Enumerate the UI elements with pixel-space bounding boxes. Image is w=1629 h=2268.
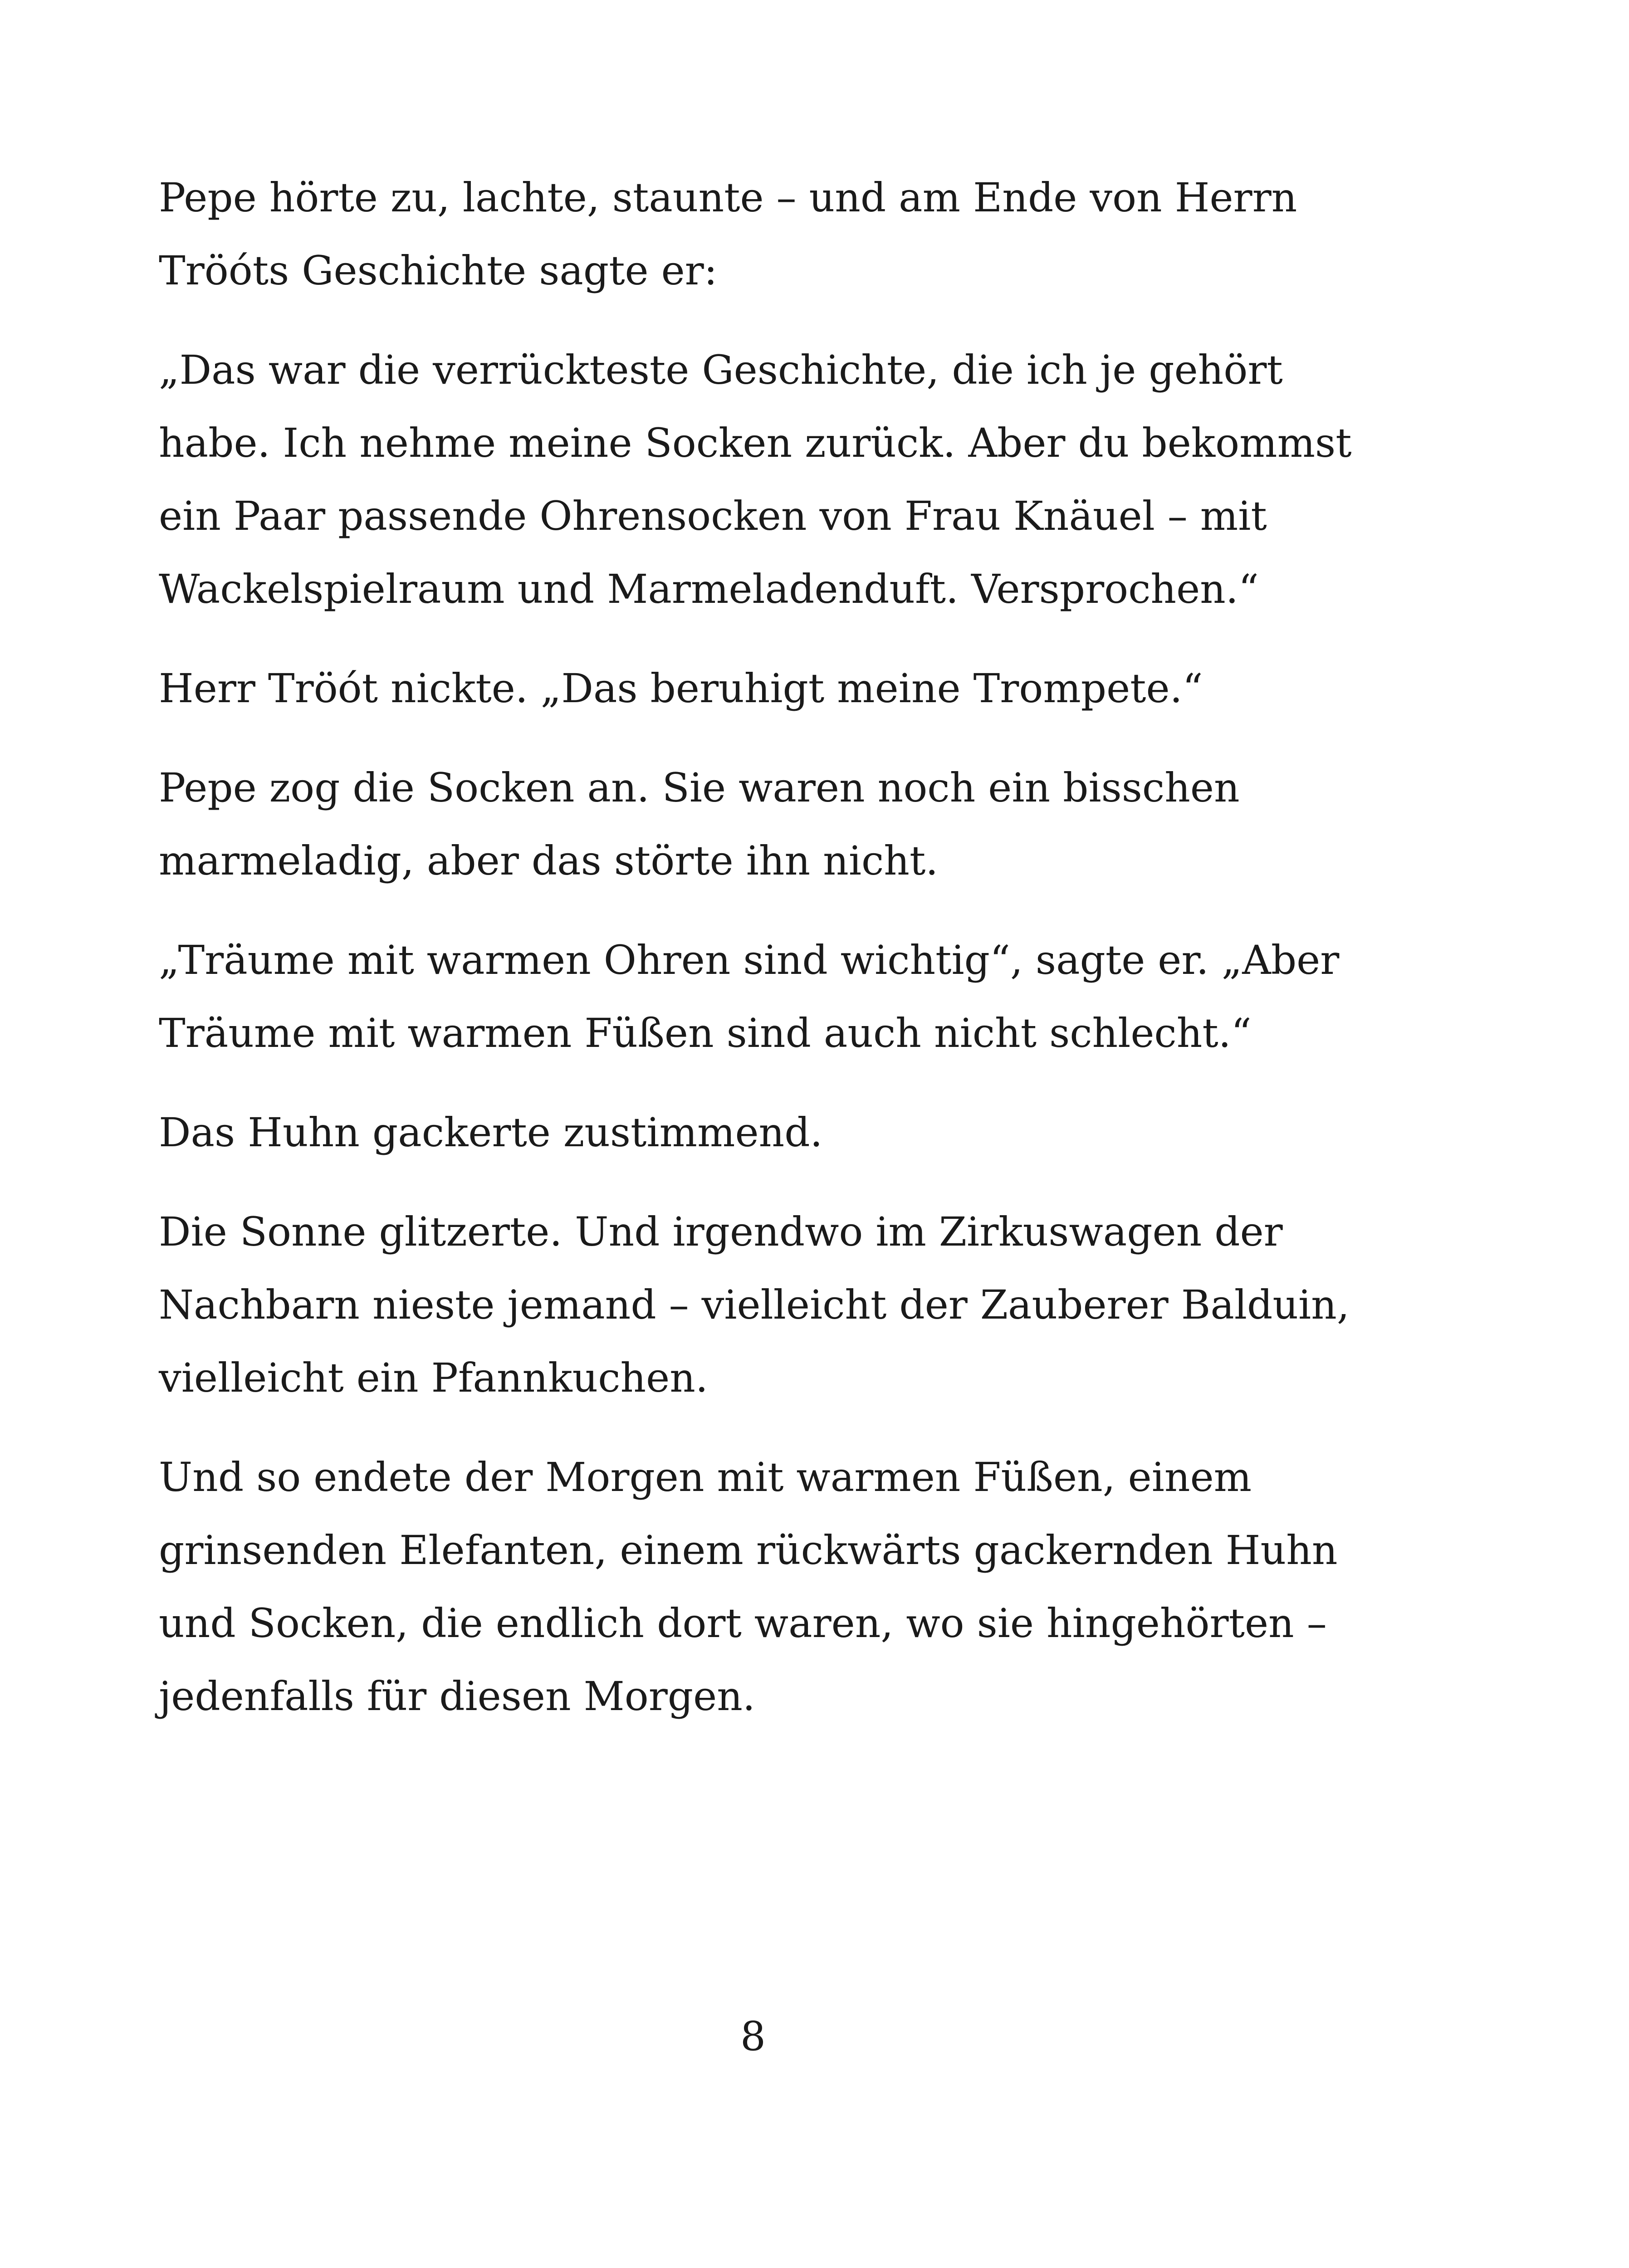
- paragraph: Und so endete der Morgen mit warmen Füßen, einem grinsenden Elefanten, einem rückwärts gackernden Huhn und Socken, die endlich dort waren, wo sie hingehörten – jedenfalls für diesen Morgen.: [159, 1454, 1338, 1720]
- paragraph: Pepe zog die Socken an. Sie waren noch ein bisschen marmeladig, aber das störte ihn nicht.: [159, 764, 1240, 884]
- paragraph: „Träume mit warmen Ohren sind wichtig“, sagte er. „Aber Träume mit warmen Füßen sind auch nicht schlecht.“: [159, 937, 1340, 1056]
- paragraph: Die Sonne glitzerte. Und irgendwo im Zirkuswagen der Nachbarn nieste jemand – vielleicht der Zauberer Balduin, vielleicht ein Pfannkuchen.: [159, 1208, 1350, 1401]
- paragraph: Herr Tröót nickte. „Das beruhigt meine Trompete.“: [159, 665, 1203, 712]
- paragraph: Das Huhn gackerte zustimmend.: [159, 1109, 823, 1156]
- paragraph: „Das war die verrückteste Geschichte, die ich je gehört habe. Ich nehme meine Socken zurück. Aber du bekommst ein Paar passende Ohrensocken von Frau Knäuel – mit Wackelspielraum und Marmeladenduft. Versprochen.“: [159, 347, 1352, 612]
- paragraph: Pepe hörte zu, lachte, staunte – und am Ende von Herrn Tröóts Geschichte sagte er:: [159, 174, 1297, 294]
- body-text: [159, 161, 1356, 1759]
- page-number: 8: [740, 2013, 766, 2060]
